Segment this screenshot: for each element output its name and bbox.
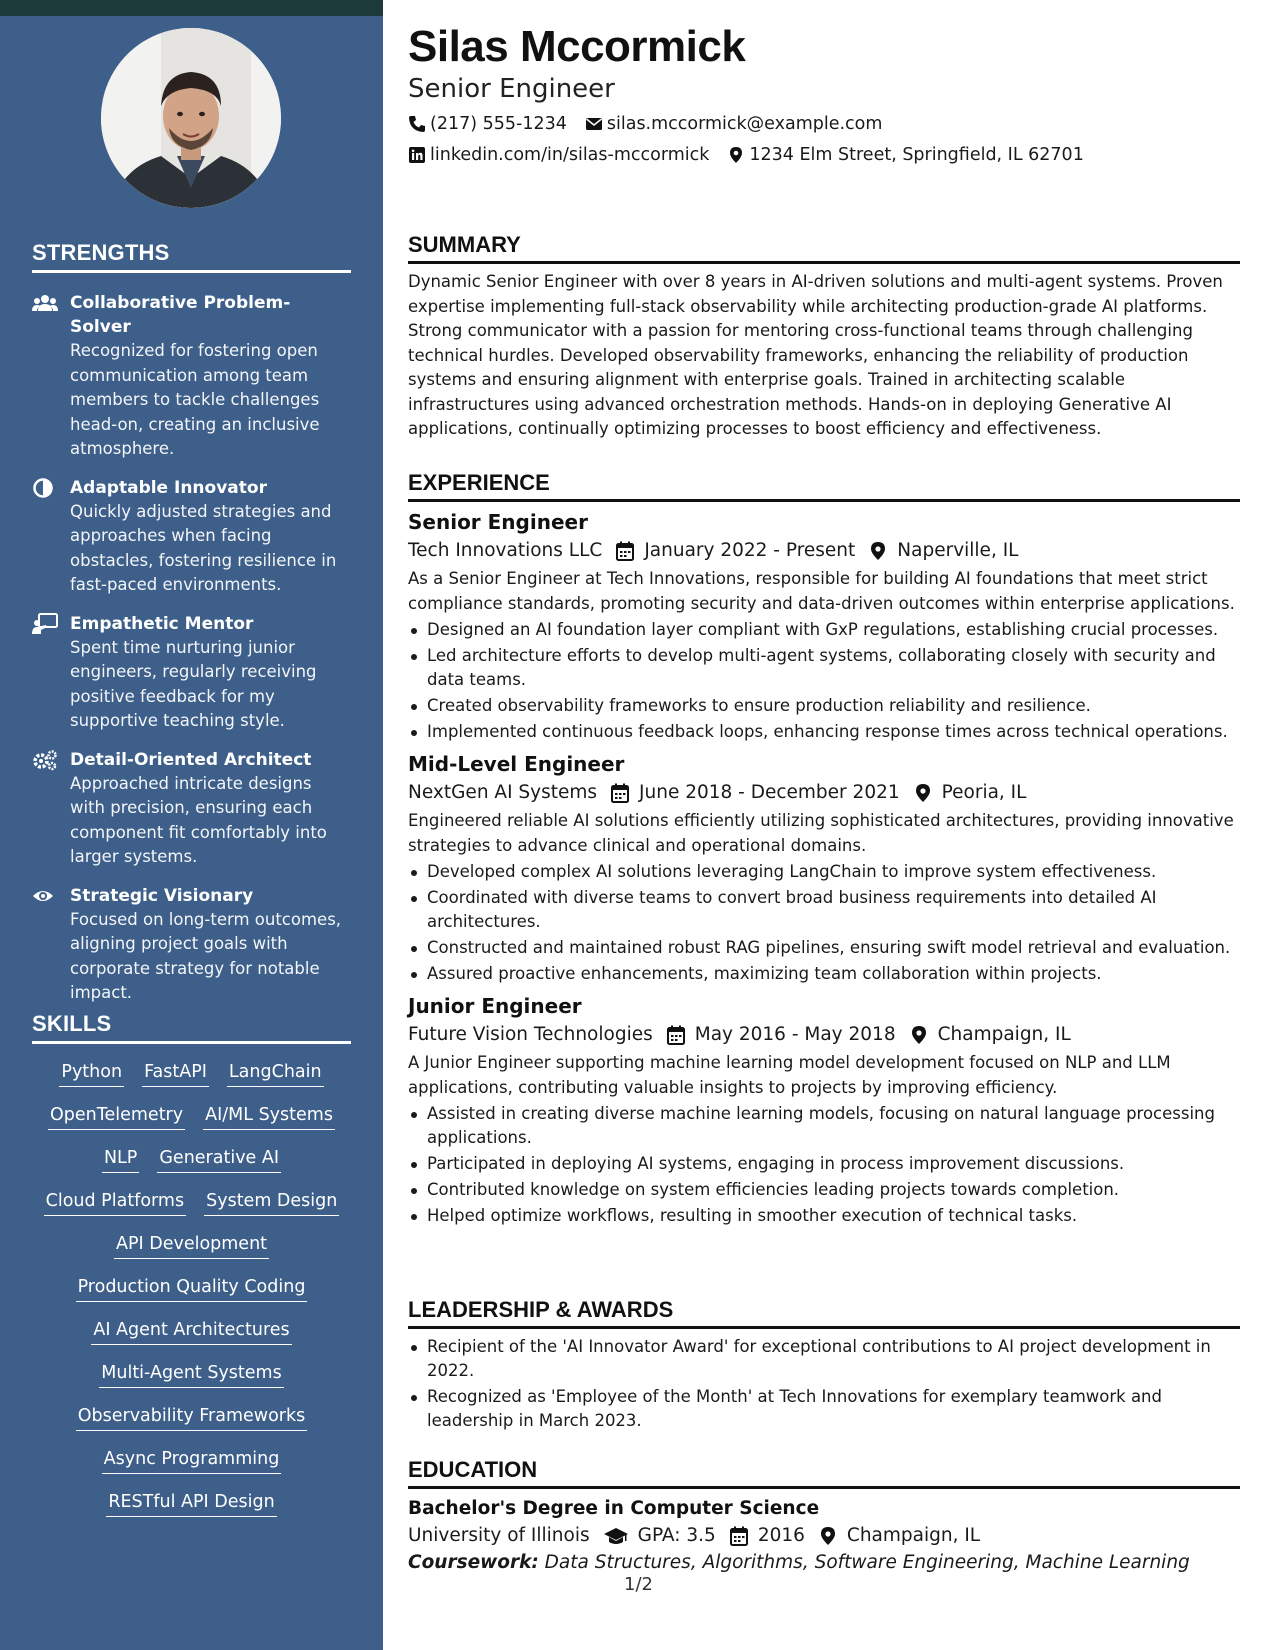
job-bullets bbox=[408, 1102, 1240, 1228]
strength-title: Detail-Oriented Architect bbox=[70, 749, 312, 770]
skill-tag: API Development bbox=[114, 1232, 269, 1259]
job-dates bbox=[616, 540, 855, 561]
list-item: Implemented continuous feedback loops, enhancing response times across technical operations. bbox=[408, 720, 1240, 744]
strength-item bbox=[32, 476, 351, 598]
job-location bbox=[869, 540, 1018, 561]
job-dates bbox=[667, 1024, 896, 1045]
job-bullets bbox=[408, 618, 1240, 744]
page-number: 1/2 bbox=[624, 1574, 653, 1595]
location-text: Champaign, IL bbox=[846, 1525, 981, 1546]
list-item: Constructed and maintained robust RAG pipelines, ensuring swift model retrieval and evaluation. bbox=[408, 936, 1240, 960]
strength-title: Strategic Visionary bbox=[70, 885, 254, 906]
job-bullets bbox=[408, 860, 1240, 986]
envelope-icon bbox=[585, 115, 603, 133]
graduation-year bbox=[730, 1525, 805, 1546]
gpa bbox=[604, 1525, 716, 1546]
strength-description: Recognized for fostering open communication among team members to tackle challenges head-on, creating an inclusive atmosphere. bbox=[70, 341, 320, 458]
experience-section bbox=[408, 470, 1240, 1228]
list-item: Assured proactive enhancements, maximizing team collaboration within projects. bbox=[408, 962, 1240, 986]
skill-tag: Cloud Platforms bbox=[44, 1189, 186, 1216]
list-item: Recognized as 'Employee of the Month' at Tech Innovations for exemplary teamwork and leadership in March 2023. bbox=[408, 1385, 1240, 1433]
calendar-icon bbox=[616, 541, 634, 561]
phone-contact[interactable] bbox=[408, 114, 567, 134]
skill-tag: RESTful API Design bbox=[106, 1490, 276, 1517]
job-meta bbox=[408, 540, 1240, 561]
coursework bbox=[408, 1552, 1240, 1573]
strength-title: Collaborative Problem-Solver bbox=[70, 293, 291, 337]
list-item: Created observability frameworks to ensure production reliability and resilience. bbox=[408, 694, 1240, 718]
list-item: Coordinated with diverse teams to convert broad business requirements into detailed AI architectures. bbox=[408, 886, 1240, 934]
skill-tag: Multi-Agent Systems bbox=[99, 1361, 283, 1388]
job-description: A Junior Engineer supporting machine learning model development focused on NLP and LLM applications, contributing valuable insights to projects by improving efficiency. bbox=[408, 1053, 1171, 1097]
location-text: Peoria, IL bbox=[941, 782, 1027, 803]
job-title: Mid-Level Engineer bbox=[408, 752, 625, 776]
dates-text: May 2016 - May 2018 bbox=[694, 1024, 896, 1045]
contact-row bbox=[408, 114, 900, 134]
strength-title: Empathetic Mentor bbox=[70, 613, 254, 634]
job-meta bbox=[408, 1024, 1240, 1045]
strength-description: Focused on long-term outcomes, aligning project goals with corporate strategy for notable impact. bbox=[70, 909, 342, 1002]
list-item: Helped optimize workflows, resulting in smoother execution of technical tasks. bbox=[408, 1204, 1240, 1228]
strength-item bbox=[32, 748, 351, 870]
profile-photo bbox=[101, 28, 281, 208]
skill-tag: Production Quality Coding bbox=[76, 1275, 308, 1302]
experience-heading: EXPERIENCE bbox=[408, 470, 1240, 502]
list-item: Led architecture efforts to develop multi-agent systems, collaborating closely with security and data teams. bbox=[408, 644, 1240, 692]
education-meta bbox=[408, 1525, 1240, 1546]
list-item: Assisted in creating diverse machine learning models, focusing on natural language processing applications. bbox=[408, 1102, 1240, 1150]
degree-title: Bachelor's Degree in Computer Science bbox=[408, 1498, 820, 1519]
list-item: Contributed knowledge on system efficiencies leading projects towards completion. bbox=[408, 1178, 1240, 1202]
skill-tag: Generative AI bbox=[157, 1146, 281, 1173]
gpa-text: GPA: 3.5 bbox=[637, 1525, 716, 1546]
skill-tag: NLP bbox=[102, 1146, 139, 1173]
job-entry bbox=[408, 510, 1240, 744]
location-text: Champaign, IL bbox=[937, 1024, 1071, 1045]
address-contact bbox=[727, 145, 1083, 165]
phone-icon bbox=[408, 115, 426, 133]
graduation-cap-icon bbox=[604, 1526, 628, 1546]
strength-item bbox=[32, 291, 351, 462]
candidate-name: Silas Mccormick bbox=[408, 22, 746, 71]
job-location bbox=[914, 782, 1027, 803]
summary-text: Dynamic Senior Engineer with over 8 years in AI-driven solutions and multi-agent systems. Proven expertise implementing full-stack observability while architecting production-grade AI platforms. Strong communicator with a passion for mentoring cross-functional teams through challenging technical hurdles. Developed observability frameworks, enhancing the reliability of production systems and ensuring alignment with enterprise goals. Trained in architecting scalable infrastructures using advanced orchestration methods. Hands-on in deploying Generative AI applications, continually optimizing processes to boost efficiency and effectiveness. bbox=[408, 272, 1223, 438]
dates-text: June 2018 - December 2021 bbox=[639, 782, 900, 803]
skill-tag: System Design bbox=[204, 1189, 339, 1216]
skills-list bbox=[32, 1060, 351, 1517]
list-item: Participated in deploying AI systems, engaging in process improvement discussions. bbox=[408, 1152, 1240, 1176]
calendar-icon bbox=[611, 783, 629, 803]
map-pin-icon bbox=[869, 541, 887, 561]
strength-item bbox=[32, 884, 351, 1006]
summary-section bbox=[408, 232, 1240, 442]
coursework-label: Coursework: bbox=[408, 1552, 539, 1573]
skill-tag: Observability Frameworks bbox=[76, 1404, 308, 1431]
map-pin-icon bbox=[727, 146, 745, 164]
strengths-section bbox=[32, 240, 351, 1006]
company-text: Future Vision Technologies bbox=[408, 1024, 653, 1045]
leadership-bullets bbox=[408, 1335, 1240, 1433]
skills-heading: SKILLS bbox=[32, 1011, 351, 1044]
sidebar bbox=[0, 0, 383, 1650]
list-item: Recipient of the 'AI Innovator Award' for exceptional contributions to AI project development in 2022. bbox=[408, 1335, 1240, 1383]
company-text: Tech Innovations LLC bbox=[408, 540, 603, 561]
strength-title: Adaptable Innovator bbox=[70, 477, 267, 498]
contrast-icon bbox=[32, 477, 58, 499]
email-contact[interactable] bbox=[585, 114, 883, 134]
map-pin-icon bbox=[819, 1526, 837, 1546]
job-dates bbox=[611, 782, 900, 803]
job-meta bbox=[408, 782, 1240, 803]
strength-description: Approached intricate designs with precision, ensuring each component fit comfortably into larger systems. bbox=[70, 773, 327, 866]
education-section bbox=[408, 1457, 1240, 1573]
email-text: silas.mccormick@example.com bbox=[606, 114, 883, 134]
leadership-section bbox=[408, 1297, 1240, 1433]
summary-heading: SUMMARY bbox=[408, 232, 1240, 264]
dates-text: January 2022 - Present bbox=[644, 540, 856, 561]
school-text: University of Illinois bbox=[408, 1525, 590, 1546]
calendar-icon bbox=[667, 1025, 685, 1045]
strength-description: Quickly adjusted strategies and approaches when facing obstacles, fostering resilience in fast-paced environments. bbox=[70, 501, 337, 594]
school-name bbox=[408, 1525, 590, 1546]
strength-item bbox=[32, 612, 351, 734]
job-company bbox=[408, 782, 597, 803]
job-entry bbox=[408, 752, 1240, 986]
job-title: Junior Engineer bbox=[408, 994, 582, 1018]
skills-section bbox=[32, 1011, 351, 1517]
job-description: Engineered reliable AI solutions efficiently utilizing sophisticated architectures, providing innovative strategies to advance clinical and operational domains. bbox=[408, 811, 1234, 855]
eye-icon bbox=[32, 885, 58, 907]
linkedin-icon bbox=[408, 146, 426, 164]
address-text: 1234 Elm Street, Springfield, IL 62701 bbox=[749, 145, 1084, 165]
skill-tag: Python bbox=[59, 1060, 124, 1087]
location-text: Naperville, IL bbox=[897, 540, 1019, 561]
skill-tag: AI/ML Systems bbox=[203, 1103, 335, 1130]
company-text: NextGen AI Systems bbox=[408, 782, 598, 803]
skill-tag: FastAPI bbox=[142, 1060, 209, 1087]
education-location bbox=[819, 1525, 980, 1546]
map-pin-icon bbox=[914, 783, 932, 803]
job-entry bbox=[408, 994, 1240, 1228]
coursework-text: Data Structures, Algorithms, Software Engineering, Machine Learning bbox=[544, 1552, 1190, 1573]
sidebar-top-band bbox=[0, 0, 383, 16]
skill-tag: LangChain bbox=[227, 1060, 324, 1087]
job-title: Senior Engineer bbox=[408, 510, 588, 534]
job-company bbox=[408, 540, 602, 561]
contact-row bbox=[408, 145, 1102, 165]
job-location bbox=[910, 1024, 1071, 1045]
calendar-icon bbox=[730, 1526, 748, 1546]
linkedin-contact[interactable] bbox=[408, 145, 709, 165]
job-description: As a Senior Engineer at Tech Innovations, responsible for building AI foundations that meet strict compliance standards, promoting security and data-driven outcomes within enterprise applications. bbox=[408, 569, 1235, 613]
phone-text: (217) 555-1234 bbox=[430, 114, 567, 134]
strength-description: Spent time nurturing junior engineers, regularly receiving positive feedback for my supportive teaching style. bbox=[70, 637, 317, 730]
candidate-role: Senior Engineer bbox=[408, 74, 615, 104]
job-company bbox=[408, 1024, 653, 1045]
linkedin-text: linkedin.com/in/silas-mccormick bbox=[430, 145, 710, 165]
year-text: 2016 bbox=[757, 1525, 805, 1546]
education-heading: EDUCATION bbox=[408, 1457, 1240, 1489]
skill-tag: Async Programming bbox=[102, 1447, 282, 1474]
map-pin-icon bbox=[910, 1025, 928, 1045]
strengths-heading: STRENGTHS bbox=[32, 240, 351, 273]
gears-icon bbox=[32, 749, 58, 771]
users-icon bbox=[32, 292, 58, 314]
list-item: Designed an AI foundation layer compliant with GxP regulations, establishing crucial processes. bbox=[408, 618, 1240, 642]
skill-tag: OpenTelemetry bbox=[48, 1103, 185, 1130]
list-item: Developed complex AI solutions leveraging LangChain to improve system effectiveness. bbox=[408, 860, 1240, 884]
teacher-icon bbox=[32, 613, 58, 635]
leadership-heading: LEADERSHIP & AWARDS bbox=[408, 1297, 1240, 1329]
skill-tag: AI Agent Architectures bbox=[91, 1318, 291, 1345]
